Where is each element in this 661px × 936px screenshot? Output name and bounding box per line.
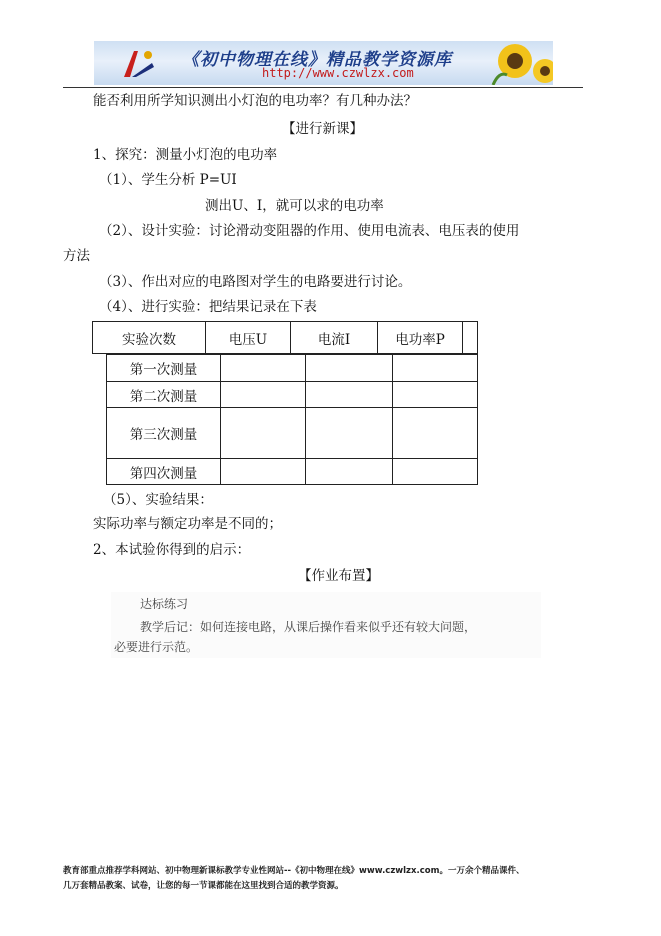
row-label: 第一次测量 xyxy=(107,355,221,382)
table-row xyxy=(107,408,478,459)
cell-current xyxy=(306,355,393,382)
results-table xyxy=(106,354,478,485)
footer-line-1: 教育部重点推荐学科网站、初中物理新课标教学专业性网站--《初中物理在线》www.czwlzx.com。一万余个精品课件、 xyxy=(63,866,525,876)
header-trial: 实验次数 xyxy=(93,322,206,354)
sunflower-decoration xyxy=(453,41,553,85)
cell-power xyxy=(393,408,478,459)
cell-voltage xyxy=(221,459,306,485)
step-3: （3）、作出对应的电路图对学生的电路要进行讨论。 xyxy=(99,274,412,290)
step-2-cont: 方法 xyxy=(63,248,90,264)
step-1: （1）、学生分析 P=UI xyxy=(99,172,237,188)
cell-power xyxy=(393,355,478,382)
table-row xyxy=(107,459,478,485)
step-1-detail: 测出U、I，就可以求的电功率 xyxy=(205,198,384,214)
footer-line-2: 几万套精品教案、试卷，让您的每一节课都能在这里找到合适的教学资源。 xyxy=(63,881,344,891)
table-row xyxy=(107,355,478,382)
cell-voltage xyxy=(221,382,306,408)
header-empty xyxy=(463,322,478,354)
row-label: 第二次测量 xyxy=(107,382,221,408)
note-line-2: 教学后记：如何连接电路，从课后操作看来似乎还有较大问题， xyxy=(140,620,477,634)
table-row xyxy=(107,382,478,408)
cell-power xyxy=(393,459,478,485)
experiment-result: 实际功率与额定功率是不同的； xyxy=(93,516,282,532)
cell-current xyxy=(306,408,393,459)
intro-question: 能否利用所学知识测出小灯泡的电功率？有几种办法？ xyxy=(93,93,417,109)
header-rule xyxy=(63,87,583,88)
item-2: 2、本试验你得到的启示： xyxy=(93,542,251,558)
cell-voltage xyxy=(221,355,306,382)
cell-power xyxy=(393,382,478,408)
step-5: （5）、实验结果： xyxy=(103,492,213,508)
page-footer xyxy=(63,864,603,894)
results-table-header xyxy=(92,321,478,354)
cell-current xyxy=(306,382,393,408)
cell-voltage xyxy=(221,408,306,459)
item-1: 1、探究：测量小灯泡的电功率 xyxy=(93,147,278,163)
banner-url: http://www.czwlzx.com xyxy=(262,66,414,80)
section-homework: 【作业布置】 xyxy=(298,568,379,584)
header-banner xyxy=(94,41,553,85)
step-2: （2）、设计实验：讨论滑动变阻器的作用、使用电流表、电压表的使用 xyxy=(99,223,520,239)
banner-title: 《初中物理在线》精品教学资源库 xyxy=(182,50,452,70)
site-logo xyxy=(118,47,158,81)
row-label: 第三次测量 xyxy=(107,408,221,459)
note-line-3: 必要进行示范。 xyxy=(114,640,199,654)
header-power: 电功率P xyxy=(378,322,463,354)
teaching-notes-image xyxy=(111,592,541,658)
step-4: （4）、进行实验：把结果记录在下表 xyxy=(99,299,317,315)
header-current: 电流I xyxy=(291,322,378,354)
section-new-lesson: 【进行新课】 xyxy=(282,121,363,137)
note-line-1: 达标练习 xyxy=(140,597,189,611)
cell-current xyxy=(306,459,393,485)
row-label: 第四次测量 xyxy=(107,459,221,485)
header-voltage: 电压U xyxy=(206,322,291,354)
